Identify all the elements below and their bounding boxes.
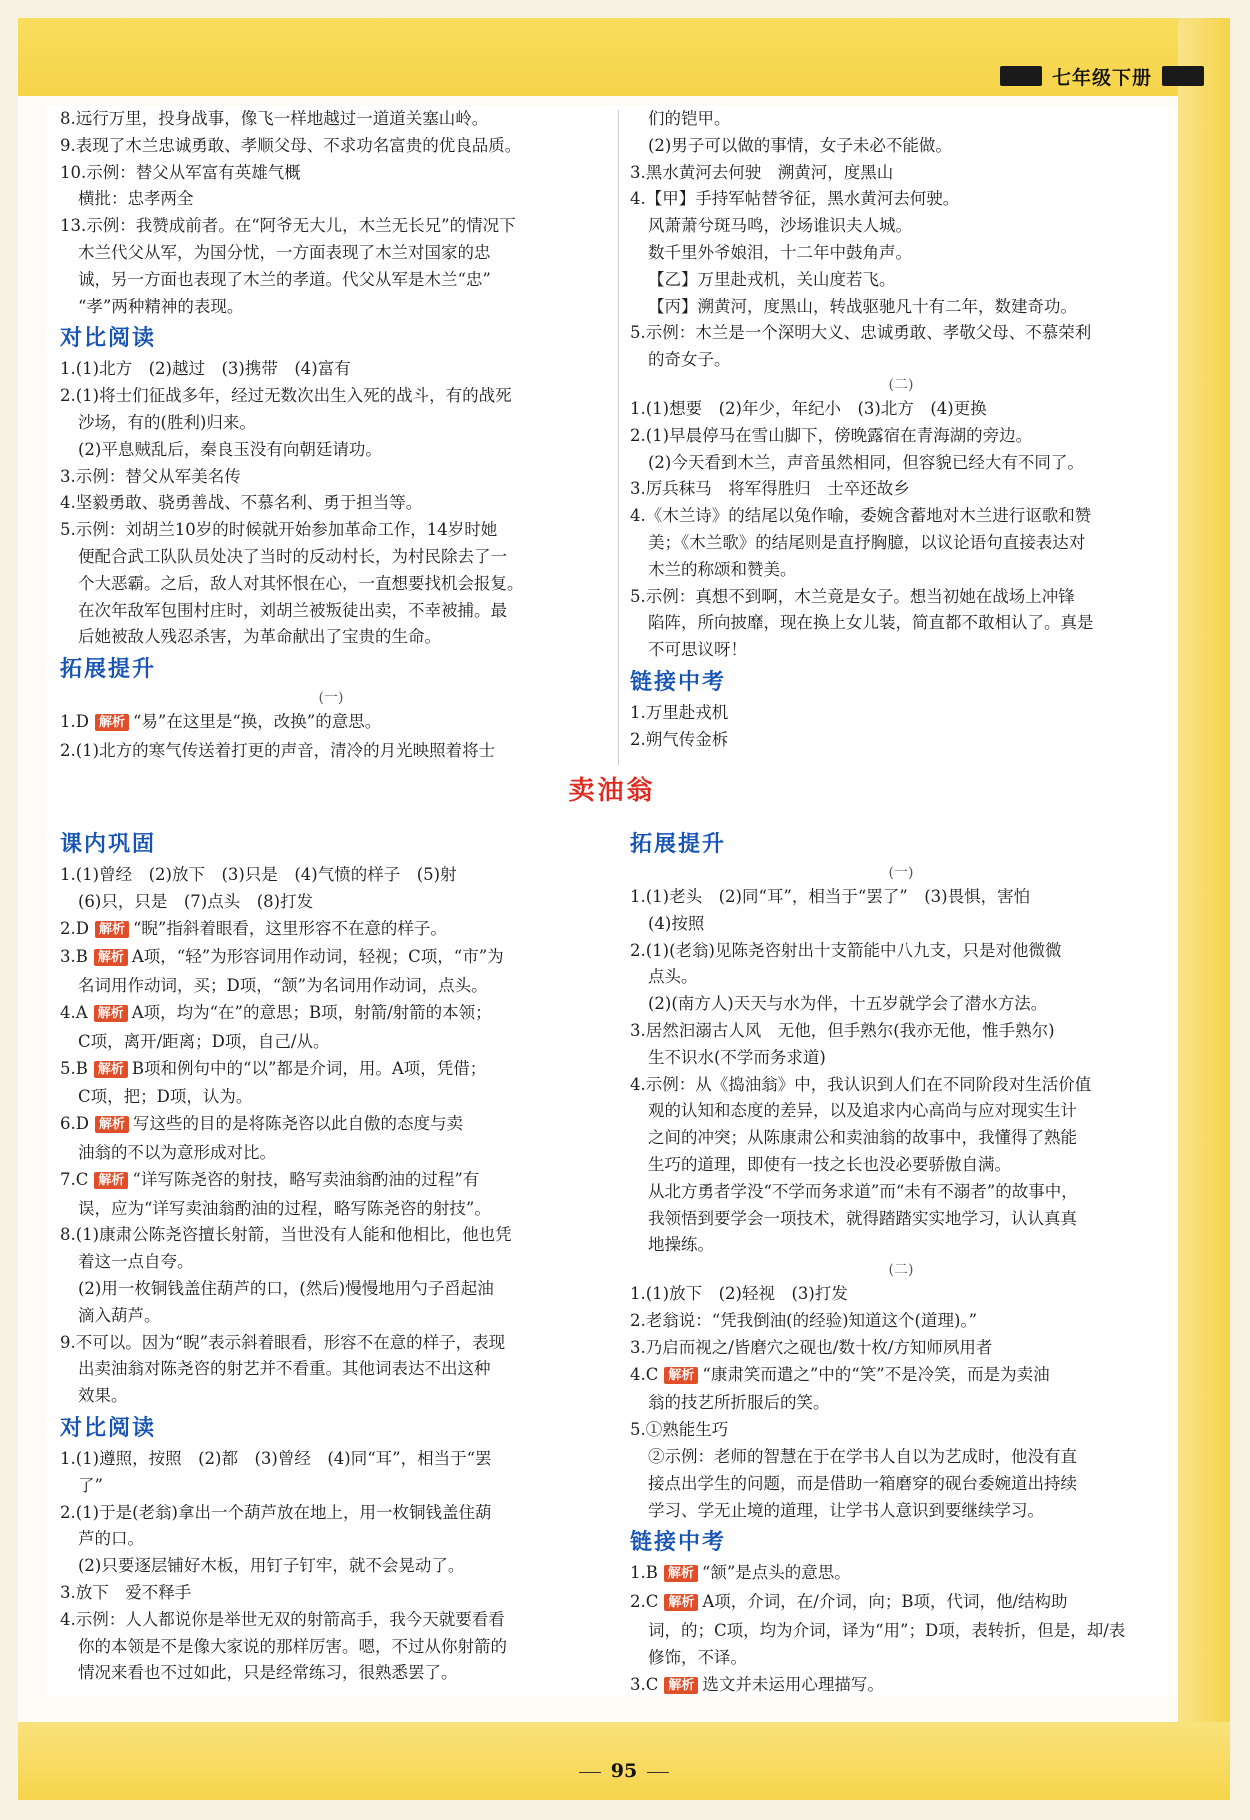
grade-tag-left-block — [1000, 66, 1042, 86]
answer-line — [630, 294, 1172, 321]
answer-text: 生巧的道理，即使有一技之长也没必要骄傲自满。 — [648, 1154, 1011, 1174]
answer-line — [630, 911, 1172, 938]
answer-text: 4.C — [630, 1364, 659, 1384]
analysis-tag: 解析 — [664, 1677, 698, 1694]
answer-line — [60, 1084, 602, 1111]
answer-line — [630, 884, 1172, 911]
answer-line — [60, 213, 602, 240]
subsection-marker: (一) — [318, 690, 344, 707]
analysis-text: “康肃笑而遣之”中的“笑”不是冷笑，而是为卖油 — [702, 1364, 1050, 1384]
answer-line — [630, 1672, 1172, 1701]
answer-line — [60, 383, 602, 410]
answer-text: 数千里外爷娘泪，十二年中鼓角声。 — [648, 242, 912, 262]
answer-text: 诚，另一方面也表现了木兰的孝道。代父从军是木兰“忠” — [78, 269, 491, 289]
answer-line — [60, 1526, 602, 1553]
answer-text: C项，把；D项，认为。 — [78, 1087, 253, 1107]
answer-line — [630, 1072, 1172, 1099]
answer-line — [630, 213, 1172, 240]
answer-text: 13.示例：我赞成前者。在“阿爷无大儿，木兰无长兄”的情况下 — [60, 216, 516, 236]
answer-line — [60, 709, 602, 738]
analysis-tag: 解析 — [664, 1594, 698, 1611]
analysis-text: 写这些的目的是将陈尧咨以此自傲的态度与卖 — [133, 1114, 463, 1134]
analysis-text: A项，介词，在/介词，向；B项，代词，他/结构助 — [702, 1592, 1068, 1612]
subsection-marker: (二) — [888, 376, 914, 393]
answer-text: 9.不可以。因为“睨”表示斜着眼看，形容不在意的样子，表现 — [60, 1332, 506, 1352]
answer-text: 陷阵，所向披靡，现在换上女儿装，简直都不敢相认了。真是 — [648, 613, 1094, 633]
answer-text: 滴入葫芦。 — [78, 1305, 161, 1325]
answer-text: 3.乃启而视之/皆磨穴之砚也/数十枚/方知师夙用者 — [630, 1337, 993, 1357]
section-heading: 链接中考 — [630, 669, 727, 695]
answer-text: 从北方勇者学没“不学而务求道”而“未有不溺者”的故事中， — [648, 1181, 1078, 1201]
top-left-column — [60, 106, 602, 765]
answer-text: 们的铠甲。 — [648, 109, 731, 128]
column-divider — [618, 110, 619, 765]
answer-line — [60, 1553, 602, 1580]
subsection-marker: (一) — [888, 865, 914, 881]
answer-line — [630, 1618, 1172, 1645]
answer-text: 3.居然汩溺古人风 无他，但手熟尔(我亦无他，惟手熟尔) — [630, 1020, 1055, 1040]
answer-line — [630, 1335, 1172, 1362]
section-heading: 拓展提升 — [60, 657, 157, 683]
answer-line — [60, 240, 602, 267]
answer-text: 5.①熟能生巧 — [630, 1420, 729, 1440]
answer-text: 接点出学生的问题，而是借助一箱磨穿的砚台委婉道出持续 — [648, 1473, 1077, 1493]
answer-line — [60, 294, 602, 321]
answer-text: 3.放下 爱不释手 — [60, 1582, 192, 1602]
answer-line — [60, 571, 602, 598]
answer-line — [60, 464, 602, 491]
answer-line — [60, 624, 602, 651]
answer-text: 3.黑水黄河去何驶 溯黄河，度黑山 — [630, 162, 894, 182]
answer-text: 沙场，有的(胜利)归来。 — [78, 412, 256, 432]
answer-line — [60, 356, 602, 383]
answer-line — [630, 347, 1172, 374]
analysis-text: A项，“轻”为形容词用作动词，轻视；C项，“市”为 — [131, 947, 504, 967]
grade-label: 七年级下册 — [1051, 66, 1152, 89]
answer-line — [630, 727, 1172, 754]
answer-line — [60, 437, 602, 464]
analysis-text: 选文并未运用心理描写。 — [702, 1674, 884, 1694]
answer-line — [60, 1660, 602, 1687]
answer-line — [630, 160, 1172, 187]
page-number-dash-left — [579, 1772, 601, 1773]
answer-text: 生不识水(不学而务求道) — [648, 1047, 826, 1067]
answer-text: 学习、学无止境的道理，让学书人意识到要继续学习。 — [648, 1500, 1044, 1520]
page-number-value: 95 — [610, 1760, 638, 1782]
answer-line — [60, 1580, 602, 1607]
answer-text: 4.【甲】手持军帖替爷征，黑水黄河去何驶。 — [630, 189, 960, 209]
analysis-tag: 解析 — [95, 714, 129, 731]
answer-line — [630, 700, 1172, 727]
answer-text: 后她被敌人残忍杀害，为革命献出了宝贵的生命。 — [78, 627, 441, 647]
answer-text: 你的本领是不是像大家说的那样厉害。嗯，不过从你射箭的 — [78, 1636, 507, 1656]
answer-line — [60, 1029, 602, 1056]
section-heading: 对比阅读 — [60, 1415, 157, 1441]
answer-line — [630, 450, 1172, 477]
answer-line — [60, 862, 602, 889]
answer-text: 9.表现了木兰忠诚勇敢、孝顺父母、不求功名富贵的优良品质。 — [60, 135, 522, 155]
answer-text: 我领悟到要学会一项技术，就得踏踏实实地学习，认认真真 — [648, 1208, 1077, 1228]
answer-text: (2)只要逐层铺好木板，用钉子钉牢，就不会晃动了。 — [78, 1556, 465, 1576]
answer-line — [630, 1417, 1172, 1444]
answer-text: 名词用作动词，买；D项，“颔”为名词用作动词，点头。 — [78, 976, 488, 996]
answer-line — [60, 544, 602, 571]
answer-text: ②示例：老师的智慧在于在学书人自以为艺成时，他没有直 — [648, 1446, 1077, 1466]
answer-line — [60, 973, 602, 1000]
answer-text: 4.示例：人人都说你是举世无双的射箭高手，我今天就要看看 — [60, 1609, 505, 1629]
answer-text: 木兰的称颂和赞美。 — [648, 559, 797, 579]
answer-line — [630, 1589, 1172, 1618]
answer-line — [60, 1111, 602, 1140]
bottom-left-column — [60, 826, 602, 1687]
answer-text: 3.C — [630, 1674, 659, 1694]
answer-text: 观的认知和态度的差异，以及追求内心高尚与应对现实生计 — [648, 1101, 1077, 1121]
answer-line — [630, 1498, 1172, 1525]
answer-text: 美；《木兰歌》的结尾则是直抒胸臆，以议论语句直接表达对 — [648, 532, 1086, 552]
answer-text: 情况来看也不过如此，只是经常练习，很熟悉罢了。 — [78, 1663, 458, 1683]
analysis-tag: 解析 — [94, 1005, 128, 1022]
section-heading: 拓展提升 — [630, 832, 727, 857]
analysis-tag: 解析 — [95, 921, 129, 938]
answer-text: (2)男子可以做的事情，女子未必不能做。 — [648, 135, 952, 155]
answer-text: 着这一点自夸。 — [78, 1252, 194, 1272]
grade-tag-right-block — [1162, 66, 1204, 86]
answer-text: 2.(1)于是(老翁)拿出一个葫芦放在地上，用一枚铜钱盖住葫 — [60, 1502, 492, 1522]
answer-text: 2.朔气传金柝 — [630, 729, 729, 749]
answer-line — [60, 1330, 602, 1357]
answer-text: (2)平息贼乱后，秦良玉没有向朝廷请功。 — [78, 439, 382, 459]
analysis-tag: 解析 — [95, 1116, 129, 1133]
section-heading: 课内巩固 — [60, 832, 157, 857]
answer-line — [60, 1056, 602, 1085]
answer-text: “孝”两种精神的表现。 — [78, 296, 244, 316]
answer-line — [630, 396, 1172, 423]
top-right-column — [630, 106, 1172, 754]
answer-text: 不可思议呀！ — [648, 640, 747, 660]
section-heading: 链接中考 — [630, 1530, 727, 1556]
answer-line — [630, 637, 1172, 664]
answer-line — [630, 1232, 1172, 1259]
answer-text: 地操练。 — [648, 1235, 714, 1255]
answer-text: 1.(1)老头 (2)同“耳”，相当于“罢了” (3)畏惧，害怕 — [630, 887, 1031, 906]
answer-line — [60, 106, 602, 133]
answer-text: 了” — [78, 1475, 103, 1495]
answer-line — [630, 1308, 1172, 1335]
answer-line — [60, 1500, 602, 1527]
answer-text: 2.(1)早晨停马在雪山脚下，傍晚露宿在青海湖的旁边。 — [630, 425, 1033, 445]
answer-line — [630, 1179, 1172, 1206]
answer-text: 5.示例：真想不到啊，木兰竟是女子。想当初她在战场上冲锋 — [630, 586, 1075, 606]
grade-tag — [1000, 62, 1204, 90]
answer-line — [630, 1390, 1172, 1417]
answer-line — [630, 320, 1172, 347]
answer-text: 2.老翁说：“凭我倒油(的经验)知道这个(道理)。” — [630, 1310, 978, 1330]
subsection-marker: (二) — [888, 1262, 914, 1279]
answer-line — [630, 476, 1172, 503]
side-band — [1178, 18, 1230, 1800]
analysis-text: “详写陈尧咨的射技，略写卖油翁酌油的过程”有 — [132, 1169, 480, 1189]
page-number-dash-right — [647, 1772, 669, 1773]
answer-line — [60, 916, 602, 945]
answer-line — [60, 1140, 602, 1167]
answer-content — [46, 106, 1178, 1696]
answer-line — [630, 938, 1172, 965]
answer-line — [630, 133, 1172, 160]
answer-text: 8.(1)康肃公陈尧咨擅长射箭，当世没有人能和他相比，他也凭 — [60, 1225, 512, 1245]
analysis-tag: 解析 — [94, 1061, 128, 1078]
answer-text: 1.(1)放下 (2)轻视 (3)打发 — [630, 1284, 848, 1304]
answer-line — [60, 598, 602, 625]
answer-line — [60, 944, 602, 973]
answer-line — [630, 530, 1172, 557]
answer-text: C项，离开/距离；D项，自己/从。 — [78, 1031, 330, 1051]
answer-line — [630, 186, 1172, 213]
answer-text: 个大恶霸。之后，敌人对其怀恨在心，一直想要找机会报复。 — [78, 573, 524, 593]
answer-text: 2.D — [60, 918, 89, 938]
answer-text: 10.示例：替父从军富有英雄气概 — [60, 162, 301, 182]
answer-text: 风萧萧兮斑马鸣，沙场谁识夫人城。 — [648, 216, 912, 236]
answer-line — [630, 1152, 1172, 1179]
section-heading: 对比阅读 — [60, 326, 157, 352]
answer-text: (4)按照 — [648, 913, 705, 933]
lesson-title: 卖油翁 — [568, 776, 656, 806]
page-number — [18, 1760, 1230, 1782]
answer-line — [60, 1446, 602, 1473]
answer-line — [630, 503, 1172, 530]
answer-text: 5.B — [60, 1058, 88, 1078]
answer-text: 3.厉兵秣马 将军得胜归 士卒还故乡 — [630, 479, 910, 499]
answer-text: 2.(1)将士们征战多年，经过无数次出生入死的战斗，有的战死 — [60, 386, 512, 406]
answer-text: 1.(1)北方 (2)越过 (3)携带 (4)富有 — [60, 359, 351, 379]
answer-text: 翁的技艺所折服后的笑。 — [648, 1393, 830, 1413]
answer-line — [630, 1471, 1172, 1498]
analysis-tag: 解析 — [94, 1172, 128, 1189]
answer-text: 误，应为“详写卖油翁酌油的过程，略写陈尧咨的射技”。 — [78, 1198, 491, 1218]
answer-line — [630, 1444, 1172, 1471]
answer-line — [60, 1634, 602, 1661]
analysis-tag: 解析 — [664, 1367, 698, 1384]
answer-text: 出卖油翁对陈尧咨的射艺并不看重。其他词表达不出这种 — [78, 1359, 491, 1379]
answer-text: (2)用一枚铜钱盖住葫芦的口，(然后)慢慢地用勺子舀起油 — [78, 1278, 494, 1298]
answer-line — [60, 1000, 602, 1029]
analysis-text: A项，均为“在”的意思；B项，射箭/射箭的本领； — [131, 1002, 492, 1022]
answer-line — [630, 423, 1172, 450]
answer-text: (2)今天看到木兰，声音虽然相同，但容貌已经大有不同了。 — [648, 452, 1084, 472]
answer-line — [60, 1276, 602, 1303]
answer-line — [630, 1362, 1172, 1391]
answer-text: (6)只，只是 (7)点头 (8)打发 — [78, 891, 314, 911]
answer-text: 5.示例：刘胡兰10岁的时候就开始参加革命工作，14岁时她 — [60, 520, 498, 540]
answer-text: 5.示例：木兰是一个深明大义、忠诚勇敢、孝敬父母、不慕荣利 — [630, 323, 1092, 343]
answer-line — [60, 133, 602, 160]
answer-text: 3.B — [60, 947, 88, 967]
analysis-text: B项和例句中的“以”都是介词，用。A项，凭借； — [131, 1058, 487, 1078]
answer-text: 便配合武工队队员处决了当时的反动村长，为村民除去了一 — [78, 546, 507, 566]
answer-text: 之间的冲突；从陈康肃公和卖油翁的故事中，我懂得了熟能 — [648, 1128, 1077, 1148]
analysis-tag: 解析 — [664, 1565, 698, 1582]
analysis-text: “易”在这里是“换，改换”的意思。 — [133, 712, 382, 732]
answer-line — [60, 1607, 602, 1634]
answer-text: 【乙】万里赴戎机，关山度若飞。 — [648, 269, 896, 289]
answer-text: 效果。 — [78, 1386, 128, 1406]
answer-text: 在次年敌军包围村庄时，刘胡兰被叛徒出卖，不幸被捕。最 — [78, 600, 507, 620]
answer-text: 1.(1)曾经 (2)放下 (3)只是 (4)气愤的样子 (5)射 — [60, 865, 457, 884]
answer-text: 4.《木兰诗》的结尾以兔作喻，委婉含蓄地对木兰进行讴歌和赞 — [630, 506, 1092, 526]
answer-text: 1.D — [60, 712, 89, 732]
answer-text: 1.(1)想要 (2)年少，年纪小 (3)北方 (4)更换 — [630, 398, 987, 418]
answer-line — [630, 1645, 1172, 1672]
answer-text: 4.A — [60, 1002, 88, 1022]
answer-text: 点头。 — [648, 967, 698, 987]
answer-text: 2.(1)(老翁)见陈尧咨射出十支箭能中八九支，只是对他微微 — [630, 940, 1062, 960]
answer-line — [60, 1356, 602, 1383]
answer-text: 【丙】溯黄河，度黑山，转战驱驰凡十有二年，数建奇功。 — [648, 296, 1077, 316]
answer-line — [630, 1560, 1172, 1589]
answer-line — [60, 410, 602, 437]
answer-line — [630, 240, 1172, 267]
answer-line — [60, 738, 602, 765]
answer-line — [60, 1303, 602, 1330]
analysis-tag: 解析 — [94, 949, 128, 966]
answer-line — [60, 1196, 602, 1223]
analysis-text: “颔”是点头的意思。 — [701, 1563, 851, 1583]
answer-line — [60, 186, 602, 213]
answer-text: 2.C — [630, 1592, 659, 1612]
answer-text: (2)(南方人)天天与水为伴，十五岁就学会了潜水方法。 — [648, 994, 1048, 1014]
answer-line — [630, 267, 1172, 294]
answer-line — [60, 1167, 602, 1196]
answer-line — [60, 160, 602, 187]
answer-text: 横批：忠孝两全 — [78, 189, 194, 209]
answer-line — [60, 1473, 602, 1500]
answer-text: 4.坚毅勇敢、骁勇善战、不慕名利、勇于担当等。 — [60, 493, 423, 513]
answer-line — [60, 517, 602, 544]
answer-text: 修饰，不译。 — [648, 1647, 747, 1667]
answer-text: 1.(1)遵照，按照 (2)都 (3)曾经 (4)同“耳”，相当于“罢 — [60, 1448, 492, 1468]
answer-line — [60, 1249, 602, 1276]
answer-text: 词，的；C项，均为介词，译为“用”；D项，表转折，但是，却/表 — [648, 1620, 1126, 1640]
answer-text: 4.示例：从《捣油翁》中，我认识到人们在不同阶段对生活价值 — [630, 1074, 1092, 1094]
answer-line — [630, 1125, 1172, 1152]
answer-text: 的奇女子。 — [648, 350, 731, 370]
answer-line — [630, 1018, 1172, 1045]
answer-line — [630, 1098, 1172, 1125]
answer-text: 8.远行万里，投身战事，像飞一样地越过一道道关塞山岭。 — [60, 109, 489, 128]
answer-line — [630, 1281, 1172, 1308]
answer-line — [630, 557, 1172, 584]
answer-text: 6.D — [60, 1114, 89, 1134]
answer-line — [630, 106, 1172, 133]
answer-line — [60, 1222, 602, 1249]
answer-text: 油翁的不以为意形成对比。 — [78, 1142, 276, 1162]
answer-text: 1.B — [630, 1563, 658, 1583]
answer-text: 芦的口。 — [78, 1529, 144, 1549]
analysis-text: “睨”指斜着眼看，这里形容不在意的样子。 — [133, 918, 447, 938]
answer-line — [60, 1383, 602, 1410]
answer-line — [60, 267, 602, 294]
page — [18, 18, 1230, 1800]
answer-text: 2.(1)北方的寒气传送着打更的声音，清冷的月光映照着将士 — [60, 740, 496, 760]
answer-line — [630, 1045, 1172, 1072]
answer-line — [60, 490, 602, 517]
bottom-right-column — [630, 826, 1172, 1700]
answer-line — [630, 584, 1172, 611]
answer-text: 1.万里赴戎机 — [630, 702, 729, 722]
answer-text: 7.C — [60, 1169, 89, 1189]
answer-line — [60, 889, 602, 916]
answer-text: 3.示例：替父从军美名传 — [60, 466, 241, 486]
answer-line — [630, 964, 1172, 991]
answer-text: 木兰代父从军，为国分忧，一方面表现了木兰对国家的忠 — [78, 242, 491, 262]
answer-line — [630, 991, 1172, 1018]
answer-line — [630, 610, 1172, 637]
answer-line — [630, 1206, 1172, 1233]
